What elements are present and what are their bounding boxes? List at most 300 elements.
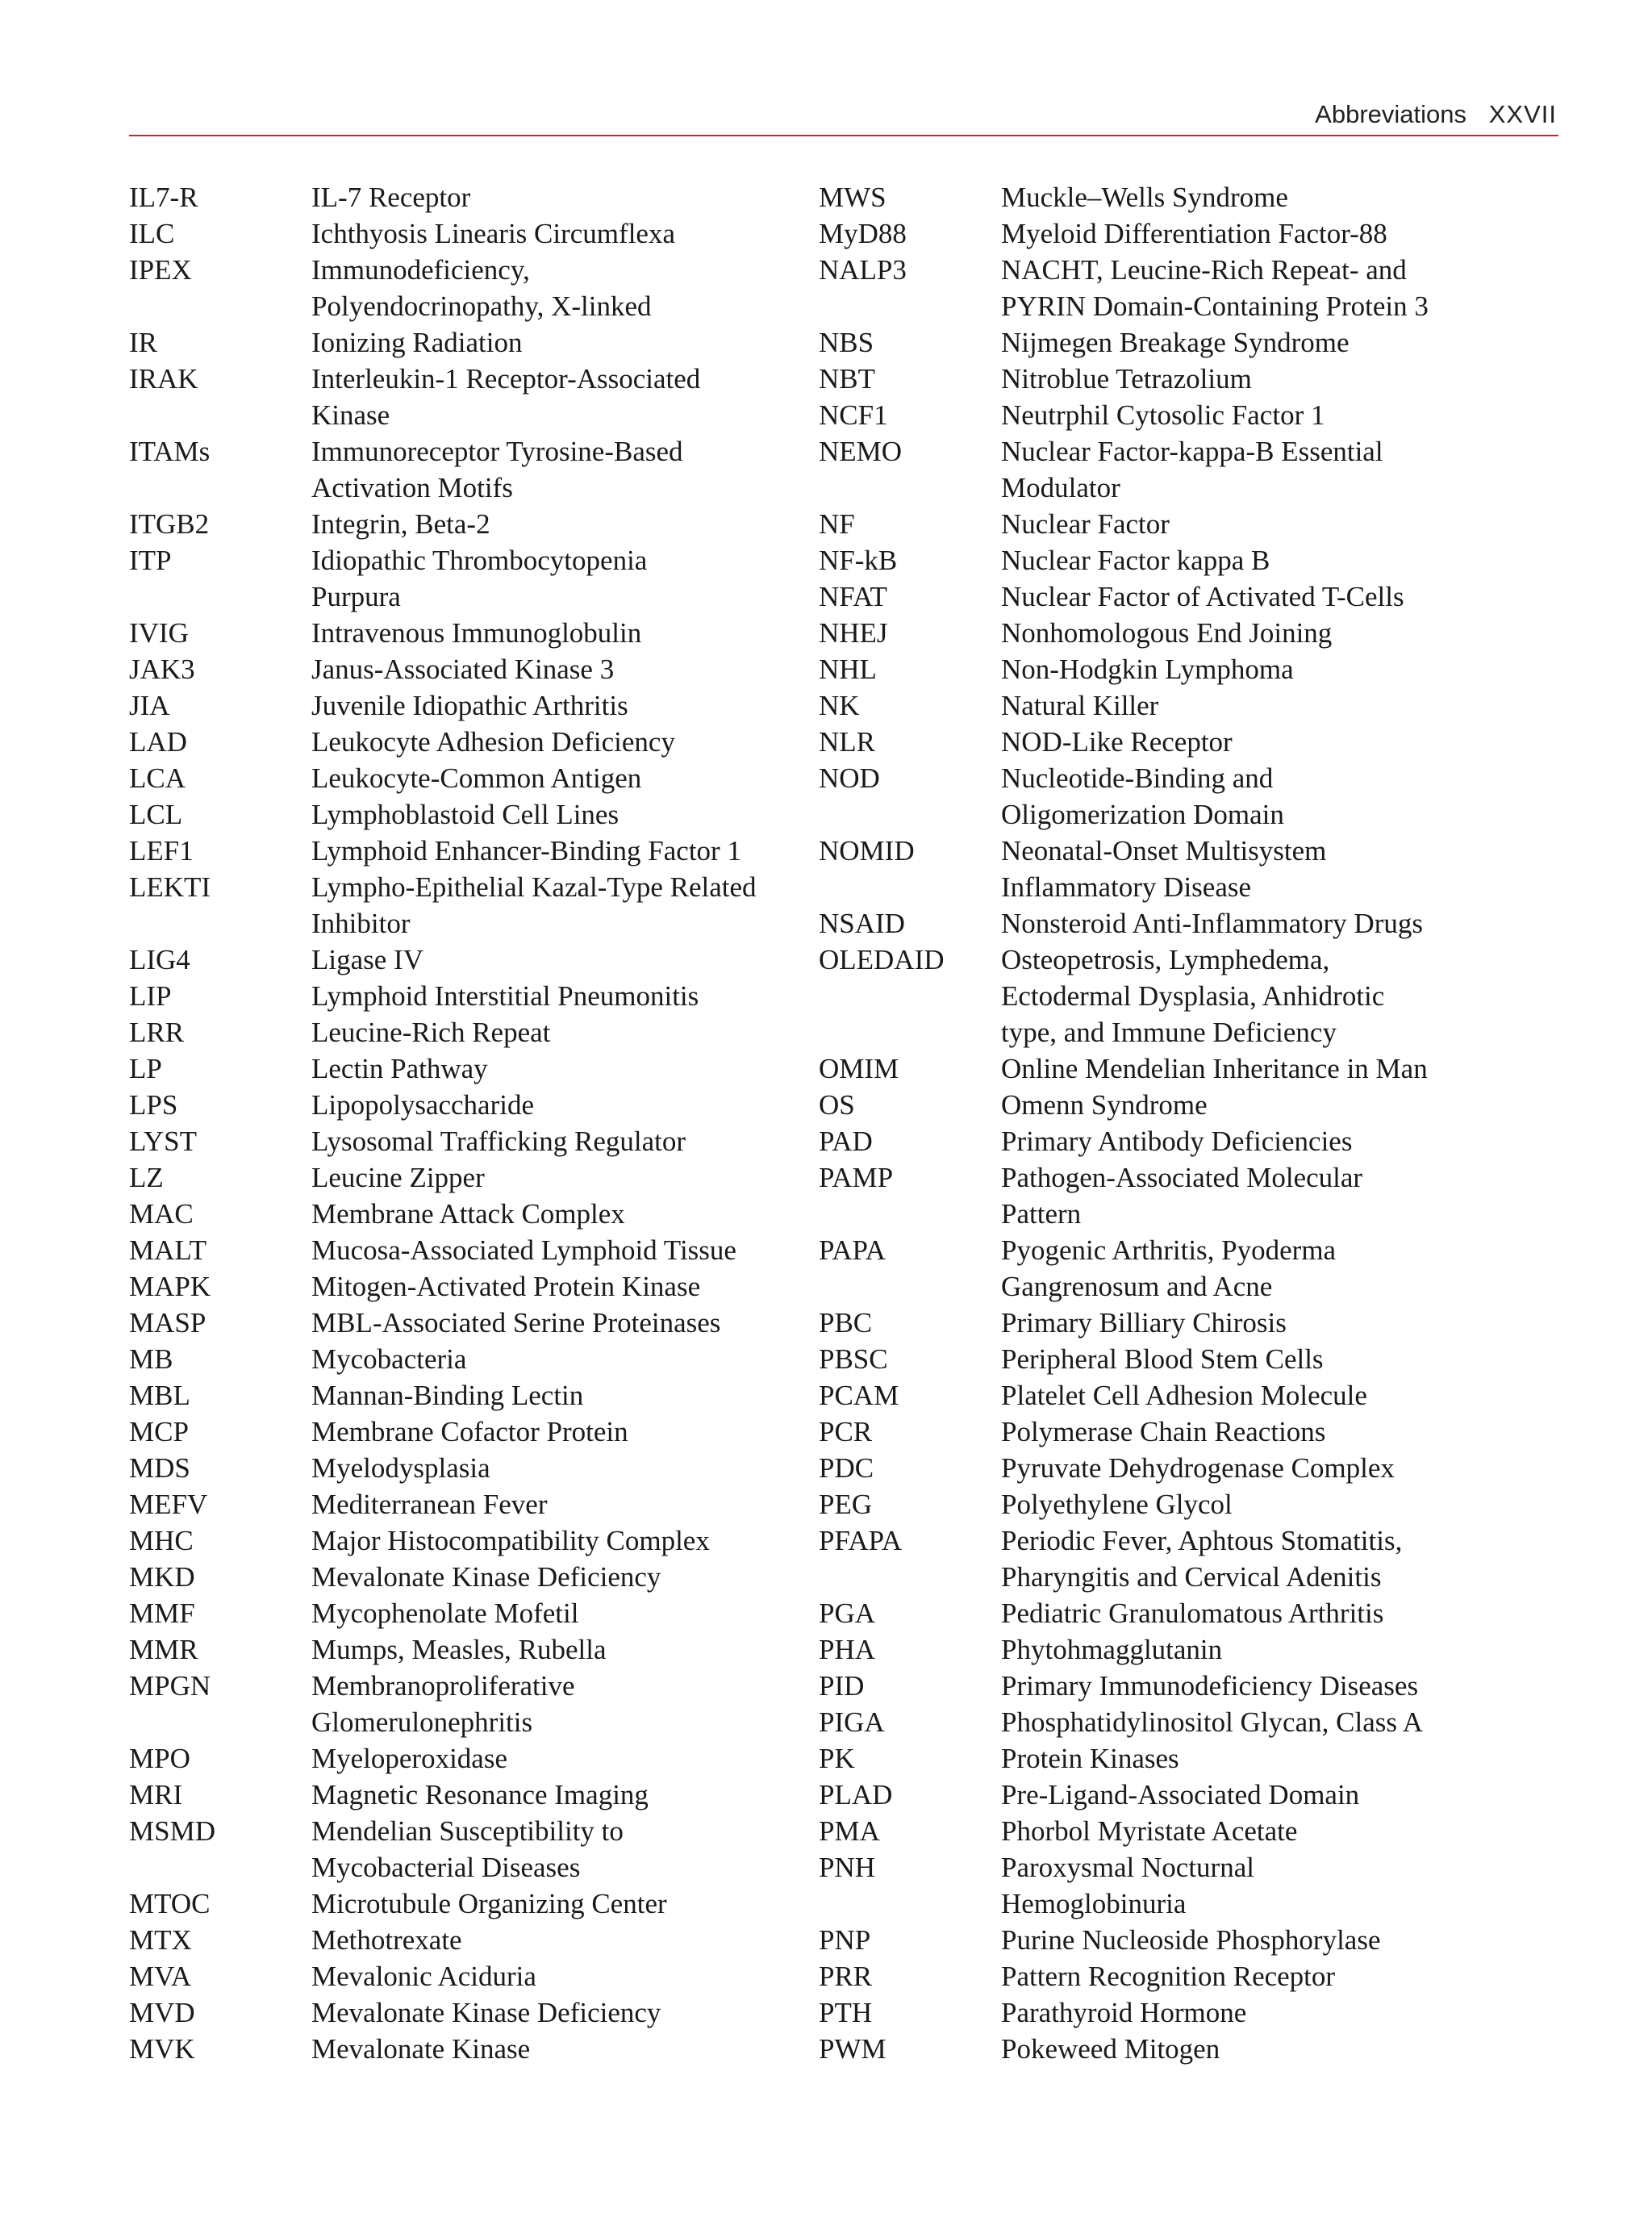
abbreviation-entry <box>819 1522 1557 1595</box>
abbreviation-term: NHL <box>819 654 877 685</box>
abbreviation-entry <box>819 1050 1557 1087</box>
abbreviation-definition <box>1001 578 1557 615</box>
abbreviation-term: PFAPA <box>819 1525 903 1556</box>
abbreviation-definition <box>1001 1450 1557 1486</box>
definition-line: Lipopolysaccharide <box>311 1089 535 1121</box>
definition-line: Integrin, Beta-2 <box>311 508 490 540</box>
abbreviation-definition <box>311 1922 815 1958</box>
abbreviation-term: MMF <box>129 1597 195 1629</box>
abbreviation-term: NHEJ <box>819 617 888 649</box>
abbreviation-term: MB <box>129 1343 173 1375</box>
abbreviation-entry <box>129 1631 815 1668</box>
abbreviation-definition <box>311 942 815 978</box>
definition-line: Mendelian Susceptibility to <box>311 1815 624 1847</box>
definition-line: Online Mendelian Inheritance in Man <box>1001 1053 1428 1084</box>
abbreviation-entry <box>129 1050 815 1087</box>
abbreviation-definition <box>1001 1922 1557 1958</box>
definition-line: Mumps, Measles, Rubella <box>311 1634 607 1665</box>
definition-line: Polymerase Chain Reactions <box>1001 1416 1326 1447</box>
definition-line: Lymphoid Enhancer-Binding Factor 1 <box>311 835 741 867</box>
abbreviation-entry <box>129 1305 815 1341</box>
definition-line: Pathogen-Associated Molecular <box>1001 1162 1363 1193</box>
abbreviation-term: NF-kB <box>819 545 898 576</box>
abbreviation-term: MVA <box>129 1961 192 1992</box>
abbreviation-term: LP <box>129 1053 162 1084</box>
abbreviation-term: PWM <box>819 2033 886 2065</box>
definition-line: Membranoproliferative <box>311 1670 575 1702</box>
definition-line: Ectodermal Dysplasia, Anhidrotic <box>1001 980 1385 1012</box>
definition-line: Nijmegen Breakage Syndrome <box>1001 327 1350 358</box>
abbreviation-entry <box>819 1631 1557 1668</box>
abbreviation-term: MTOC <box>129 1888 211 1919</box>
abbreviation-definition <box>311 760 815 796</box>
definition-line: Pyogenic Arthritis, Pyoderma <box>1001 1234 1337 1266</box>
definition-line: Paroxysmal Nocturnal <box>1001 1852 1254 1883</box>
definition-line: type, and Immune Deficiency <box>1001 1017 1337 1048</box>
abbreviation-definition <box>1001 252 1557 324</box>
abbreviation-term: ITGB2 <box>129 508 210 540</box>
abbreviation-entry <box>129 833 815 869</box>
abbreviation-definition <box>311 179 815 215</box>
abbreviation-entry <box>819 215 1557 252</box>
abbreviation-definition <box>311 2031 815 2067</box>
abbreviation-definition <box>311 615 815 651</box>
definition-line: Peripheral Blood Stem Cells <box>1001 1343 1324 1375</box>
abbreviation-term: PBSC <box>819 1343 888 1375</box>
abbreviation-term: PGA <box>819 1597 876 1629</box>
abbreviation-term: MPGN <box>129 1670 211 1702</box>
abbreviation-definition <box>1001 1631 1557 1668</box>
abbreviation-entry <box>129 1958 815 1994</box>
abbreviation-definition <box>311 1050 815 1087</box>
abbreviation-entry <box>819 1958 1557 1994</box>
abbreviation-definition <box>311 1958 815 1994</box>
abbreviation-entry <box>129 724 815 760</box>
abbreviation-entry <box>129 1559 815 1595</box>
abbreviation-definition <box>1001 1414 1557 1450</box>
abbreviation-definition <box>1001 1704 1557 1740</box>
abbreviation-term: LCL <box>129 799 183 830</box>
abbreviation-definition <box>311 1159 815 1196</box>
abbreviation-entry <box>819 651 1557 687</box>
definition-line: Nuclear Factor <box>1001 508 1170 540</box>
abbreviation-term: ITP <box>129 545 172 576</box>
definition-line: Myelodysplasia <box>311 1452 490 1484</box>
abbreviation-term: IPEX <box>129 254 192 286</box>
definition-line: MBL-Associated Serine Proteinases <box>311 1307 721 1339</box>
definition-line: Non-Hodgkin Lymphoma <box>1001 654 1294 685</box>
abbreviation-term: OMIM <box>819 1053 899 1084</box>
definition-line: Myeloid Differentiation Factor-88 <box>1001 218 1387 249</box>
abbreviation-definition <box>1001 1522 1557 1595</box>
abbreviation-entry <box>129 1159 815 1196</box>
abbreviation-term: JIA <box>129 690 170 721</box>
abbreviation-term: MVD <box>129 1997 195 2028</box>
abbreviation-term: LYST <box>129 1126 197 1157</box>
definition-line: Ionizing Radiation <box>311 327 523 358</box>
definition-line: Purpura <box>311 581 401 612</box>
abbreviation-definition <box>1001 1486 1557 1522</box>
definition-line: Pokeweed Mitogen <box>1001 2033 1220 2065</box>
definition-line: Immunoreceptor Tyrosine-Based <box>311 436 683 467</box>
abbreviation-term: LZ <box>129 1162 164 1193</box>
abbreviation-entry <box>819 1123 1557 1159</box>
abbreviation-entry <box>129 615 815 651</box>
definition-line: Methotrexate <box>311 1924 462 1956</box>
abbreviation-entry <box>129 687 815 724</box>
abbreviation-entry <box>819 1777 1557 1813</box>
page-number: XXVII <box>1488 100 1557 128</box>
abbreviation-definition <box>311 1196 815 1232</box>
abbreviation-definition <box>311 869 815 942</box>
abbreviation-definition <box>311 1014 815 1050</box>
abbreviation-entry <box>129 1522 815 1559</box>
abbreviation-term: NCF1 <box>819 399 888 431</box>
definition-line: Juvenile Idiopathic Arthritis <box>311 690 628 721</box>
abbreviation-term: MRI <box>129 1779 183 1810</box>
abbreviation-term: MTX <box>129 1924 192 1956</box>
abbreviation-definition <box>1001 361 1557 397</box>
abbreviation-definition <box>1001 1849 1557 1922</box>
abbreviation-entry <box>819 724 1557 760</box>
abbreviation-term: NOMID <box>819 835 915 867</box>
abbreviation-term: MDS <box>129 1452 190 1484</box>
abbreviation-entry <box>819 1305 1557 1341</box>
abbreviation-entry <box>819 578 1557 615</box>
definition-line: Modulator <box>1001 472 1120 503</box>
abbreviation-entry <box>819 1668 1557 1704</box>
abbreviation-definition <box>1001 833 1557 905</box>
abbreviation-term: NEMO <box>819 436 903 467</box>
definition-line: Gangrenosum and Acne <box>1001 1271 1273 1302</box>
definition-line: Primary Immunodeficiency Diseases <box>1001 1670 1419 1702</box>
definition-line: Protein Kinases <box>1001 1743 1179 1774</box>
abbreviation-entry <box>819 1377 1557 1414</box>
abbreviation-entry <box>129 869 815 942</box>
abbreviation-definition <box>311 1341 815 1377</box>
definition-line: Kinase <box>311 399 390 431</box>
definition-line: Idiopathic Thrombocytopenia <box>311 545 648 576</box>
abbreviation-term: IR <box>129 327 157 358</box>
definition-line: Interleukin-1 Receptor-Associated <box>311 363 701 395</box>
definition-line: Mitogen-Activated Protein Kinase <box>311 1271 701 1302</box>
abbreviation-definition <box>1001 1377 1557 1414</box>
definition-line: Pre-Ligand-Associated Domain <box>1001 1779 1360 1810</box>
abbreviation-column-left <box>129 179 815 2067</box>
abbreviation-definition <box>1001 1087 1557 1123</box>
abbreviation-term: MALT <box>129 1234 206 1266</box>
definition-line: Lysosomal Trafficking Regulator <box>311 1126 686 1157</box>
abbreviation-definition <box>311 833 815 869</box>
definition-line: Glomerulonephritis <box>311 1706 533 1738</box>
abbreviation-term: NOD <box>819 762 880 794</box>
abbreviation-definition <box>1001 942 1557 1050</box>
definition-line: Activation Motifs <box>311 472 513 503</box>
abbreviation-entry <box>129 651 815 687</box>
abbreviation-term: MVK <box>129 2033 195 2065</box>
abbreviation-entry <box>129 1232 815 1268</box>
definition-line: Purine Nucleoside Phosphorylase <box>1001 1924 1381 1956</box>
abbreviation-term: NALP3 <box>819 254 907 286</box>
definition-line: Omenn Syndrome <box>1001 1089 1208 1121</box>
abbreviation-term: NFAT <box>819 581 887 612</box>
abbreviation-entry <box>129 1450 815 1486</box>
definition-line: Pattern <box>1001 1198 1082 1230</box>
header-rule <box>129 135 1558 136</box>
abbreviation-definition <box>311 651 815 687</box>
abbreviation-term: MHC <box>129 1525 194 1556</box>
abbreviation-definition <box>311 687 815 724</box>
definition-line: Inhibitor <box>311 908 411 939</box>
definition-line: Mevalonate Kinase Deficiency <box>311 1561 661 1593</box>
abbreviation-entry <box>819 179 1557 215</box>
abbreviation-term: PMA <box>819 1815 880 1847</box>
abbreviation-definition <box>1001 324 1557 361</box>
abbreviation-term: NLR <box>819 726 875 758</box>
definition-line: NOD-Like Receptor <box>1001 726 1233 758</box>
definition-line: NACHT, Leucine-Rich Repeat- and <box>1001 254 1407 286</box>
abbreviation-entry <box>819 833 1557 905</box>
definition-line: Nuclear Factor kappa B <box>1001 545 1270 576</box>
abbreviation-definition <box>1001 1595 1557 1631</box>
abbreviation-definition <box>1001 2031 1557 2067</box>
abbreviation-definition <box>1001 615 1557 651</box>
definition-line: Phosphatidylinositol Glycan, Class A <box>1001 1706 1424 1738</box>
abbreviation-term: LAD <box>129 726 187 758</box>
abbreviation-entry <box>819 1740 1557 1777</box>
abbreviation-term: ITAMs <box>129 436 211 467</box>
abbreviation-entry <box>129 1014 815 1050</box>
definition-line: Platelet Cell Adhesion Molecule <box>1001 1380 1367 1411</box>
abbreviation-term: PAMP <box>819 1162 894 1193</box>
abbreviation-definition <box>311 1522 815 1559</box>
abbreviation-definition <box>311 361 815 433</box>
abbreviation-term: NSAID <box>819 908 905 939</box>
abbreviation-definition <box>1001 724 1557 760</box>
definition-line: Mevalonate Kinase Deficiency <box>311 1997 661 2028</box>
definition-line: Myeloperoxidase <box>311 1743 507 1774</box>
abbreviation-entry <box>819 760 1557 833</box>
abbreviation-term: MWS <box>819 182 886 213</box>
abbreviation-entry <box>129 1123 815 1159</box>
abbreviation-entry <box>819 942 1557 1050</box>
definition-line: Pyruvate Dehydrogenase Complex <box>1001 1452 1395 1484</box>
abbreviation-term: PID <box>819 1670 865 1702</box>
definition-line: Intravenous Immunoglobulin <box>311 617 642 649</box>
abbreviation-entry <box>819 252 1557 324</box>
abbreviation-entry <box>819 905 1557 942</box>
abbreviation-entry <box>129 2031 815 2067</box>
abbreviation-definition <box>1001 397 1557 433</box>
definition-line: Mucosa-Associated Lymphoid Tissue <box>311 1234 736 1266</box>
abbreviation-entry <box>819 1450 1557 1486</box>
definition-line: Hemoglobinuria <box>1001 1888 1187 1919</box>
abbreviation-entry <box>819 687 1557 724</box>
abbreviation-term: JAK3 <box>129 654 195 685</box>
definition-line: Mevalonic Aciduria <box>311 1961 536 1992</box>
abbreviation-term: PTH <box>819 1997 873 2028</box>
abbreviation-entry <box>129 942 815 978</box>
abbreviation-entry <box>129 1268 815 1305</box>
abbreviation-entry <box>129 361 815 433</box>
abbreviation-term: PAD <box>819 1126 873 1157</box>
abbreviation-definition <box>311 1123 815 1159</box>
abbreviation-entry <box>129 542 815 615</box>
definition-line: Leukocyte Adhesion Deficiency <box>311 726 675 758</box>
abbreviation-term: LRR <box>129 1017 185 1048</box>
abbreviation-definition <box>311 1559 815 1595</box>
abbreviation-entry <box>129 433 815 506</box>
definition-line: Pattern Recognition Receptor <box>1001 1961 1336 1992</box>
definition-line: Periodic Fever, Aphtous Stomatitis, <box>1001 1525 1403 1556</box>
definition-line: Muckle–Wells Syndrome <box>1001 182 1288 213</box>
definition-line: Ligase IV <box>311 944 423 975</box>
abbreviation-term: PEG <box>819 1489 873 1520</box>
abbreviation-definition <box>1001 1813 1557 1849</box>
abbreviation-term: PHA <box>819 1634 876 1665</box>
abbreviation-entry <box>819 1813 1557 1849</box>
abbreviation-entry <box>129 1377 815 1414</box>
definition-line: IL-7 Receptor <box>311 182 471 213</box>
abbreviation-term: MKD <box>129 1561 195 1593</box>
abbreviation-entry <box>819 324 1557 361</box>
definition-line: Nonhomologous End Joining <box>1001 617 1333 649</box>
abbreviation-definition <box>311 324 815 361</box>
definition-line: Phytohmagglutanin <box>1001 1634 1223 1665</box>
abbreviation-column-right <box>819 179 1557 2067</box>
abbreviation-term: IL7-R <box>129 182 198 213</box>
abbreviation-definition <box>1001 1341 1557 1377</box>
abbreviation-term: LIG4 <box>129 944 190 975</box>
abbreviation-term: MASP <box>129 1307 206 1339</box>
definition-line: Mycophenolate Mofetil <box>311 1597 579 1629</box>
abbreviation-term: ILC <box>129 218 175 249</box>
abbreviation-definition <box>311 542 815 615</box>
abbreviation-definition <box>1001 687 1557 724</box>
abbreviation-entry <box>819 1595 1557 1631</box>
abbreviation-definition <box>1001 1159 1557 1232</box>
abbreviation-entry <box>819 506 1557 542</box>
abbreviation-definition <box>311 724 815 760</box>
definition-line: Natural Killer <box>1001 690 1159 721</box>
abbreviation-definition <box>311 1305 815 1341</box>
abbreviation-entry <box>819 1849 1557 1922</box>
abbreviation-definition <box>311 1668 815 1740</box>
abbreviation-entry <box>819 1159 1557 1232</box>
definition-line: Microtubule Organizing Center <box>311 1888 667 1919</box>
definition-line: Lymphoid Interstitial Pneumonitis <box>311 980 699 1012</box>
abbreviation-definition <box>311 1631 815 1668</box>
abbreviation-term: MAC <box>129 1198 194 1230</box>
abbreviation-entry <box>129 1668 815 1740</box>
abbreviation-definition <box>311 1414 815 1450</box>
abbreviation-entry <box>129 215 815 252</box>
abbreviation-entry <box>819 1414 1557 1450</box>
definition-line: Mycobacterial Diseases <box>311 1852 581 1883</box>
definition-line: Leucine-Rich Repeat <box>311 1017 551 1048</box>
definition-line: Membrane Attack Complex <box>311 1198 625 1230</box>
abbreviation-definition <box>1001 1305 1557 1341</box>
abbreviation-entry <box>129 1994 815 2031</box>
abbreviation-entry <box>129 506 815 542</box>
abbreviation-entry <box>819 1341 1557 1377</box>
abbreviation-definition <box>1001 651 1557 687</box>
abbreviation-definition <box>1001 1777 1557 1813</box>
definition-line: Leucine Zipper <box>311 1162 485 1193</box>
definition-line: Mediterranean Fever <box>311 1489 548 1520</box>
abbreviation-entry <box>819 397 1557 433</box>
abbreviation-term: MMR <box>129 1634 198 1665</box>
definition-line: Polyendocrinopathy, X-linked <box>311 290 652 322</box>
abbreviation-definition <box>311 796 815 833</box>
definition-line: Ichthyosis Linearis Circumflexa <box>311 218 675 249</box>
definition-line: Neonatal-Onset Multisystem <box>1001 835 1327 867</box>
abbreviation-entry <box>129 1196 815 1232</box>
abbreviation-entry <box>819 542 1557 578</box>
abbreviation-definition <box>311 1813 815 1886</box>
abbreviation-definition <box>311 433 815 506</box>
abbreviation-term: PBC <box>819 1307 873 1339</box>
abbreviation-term: PLAD <box>819 1779 893 1810</box>
abbreviation-entry <box>819 361 1557 397</box>
abbreviation-term: MyD88 <box>819 218 907 249</box>
abbreviation-term: NBS <box>819 327 874 358</box>
definition-line: Lectin Pathway <box>311 1053 488 1084</box>
abbreviation-definition <box>1001 1050 1557 1087</box>
abbreviation-entry <box>129 760 815 796</box>
definition-line: Nuclear Factor of Activated T-Cells <box>1001 581 1404 612</box>
abbreviation-definition <box>1001 179 1557 215</box>
definition-line: Magnetic Resonance Imaging <box>311 1779 649 1810</box>
abbreviation-definition <box>1001 1740 1557 1777</box>
abbreviation-term: LPS <box>129 1089 178 1121</box>
definition-line: Immunodeficiency, <box>311 254 530 286</box>
definition-line: Nuclear Factor-kappa-B Essential <box>1001 436 1383 467</box>
abbreviation-term: NK <box>819 690 860 721</box>
abbreviation-term: NBT <box>819 363 875 395</box>
abbreviation-term: MCP <box>129 1416 189 1447</box>
abbreviation-entry <box>129 1813 815 1886</box>
running-header-title: Abbreviations <box>1315 100 1466 128</box>
abbreviation-term: MBL <box>129 1380 190 1411</box>
abbreviation-entry <box>129 252 815 324</box>
abbreviation-definition <box>1001 1994 1557 2031</box>
abbreviation-definition <box>311 1740 815 1777</box>
definition-line: Mannan-Binding Lectin <box>311 1380 584 1411</box>
abbreviation-definition <box>311 1377 815 1414</box>
definition-line: Osteopetrosis, Lymphedema, <box>1001 944 1330 975</box>
abbreviation-term: IVIG <box>129 617 189 649</box>
abbreviation-definition <box>311 506 815 542</box>
abbreviation-term: LIP <box>129 980 172 1012</box>
abbreviation-entry <box>819 2031 1557 2067</box>
abbreviation-entry <box>129 324 815 361</box>
definition-line: Primary Antibody Deficiencies <box>1001 1126 1353 1157</box>
abbreviation-term: PNH <box>819 1852 876 1883</box>
definition-line: Mycobacteria <box>311 1343 467 1375</box>
running-header <box>129 95 1557 136</box>
abbreviation-entry <box>129 796 815 833</box>
abbreviation-entry <box>129 1922 815 1958</box>
abbreviation-entry <box>819 1087 1557 1123</box>
abbreviation-term: NF <box>819 508 855 540</box>
abbreviation-term: LEKTI <box>129 871 211 903</box>
abbreviation-definition <box>1001 1123 1557 1159</box>
abbreviation-definition <box>1001 433 1557 506</box>
abbreviation-entry <box>129 1777 815 1813</box>
definition-line: Nitroblue Tetrazolium <box>1001 363 1252 395</box>
abbreviation-entry <box>129 1414 815 1450</box>
